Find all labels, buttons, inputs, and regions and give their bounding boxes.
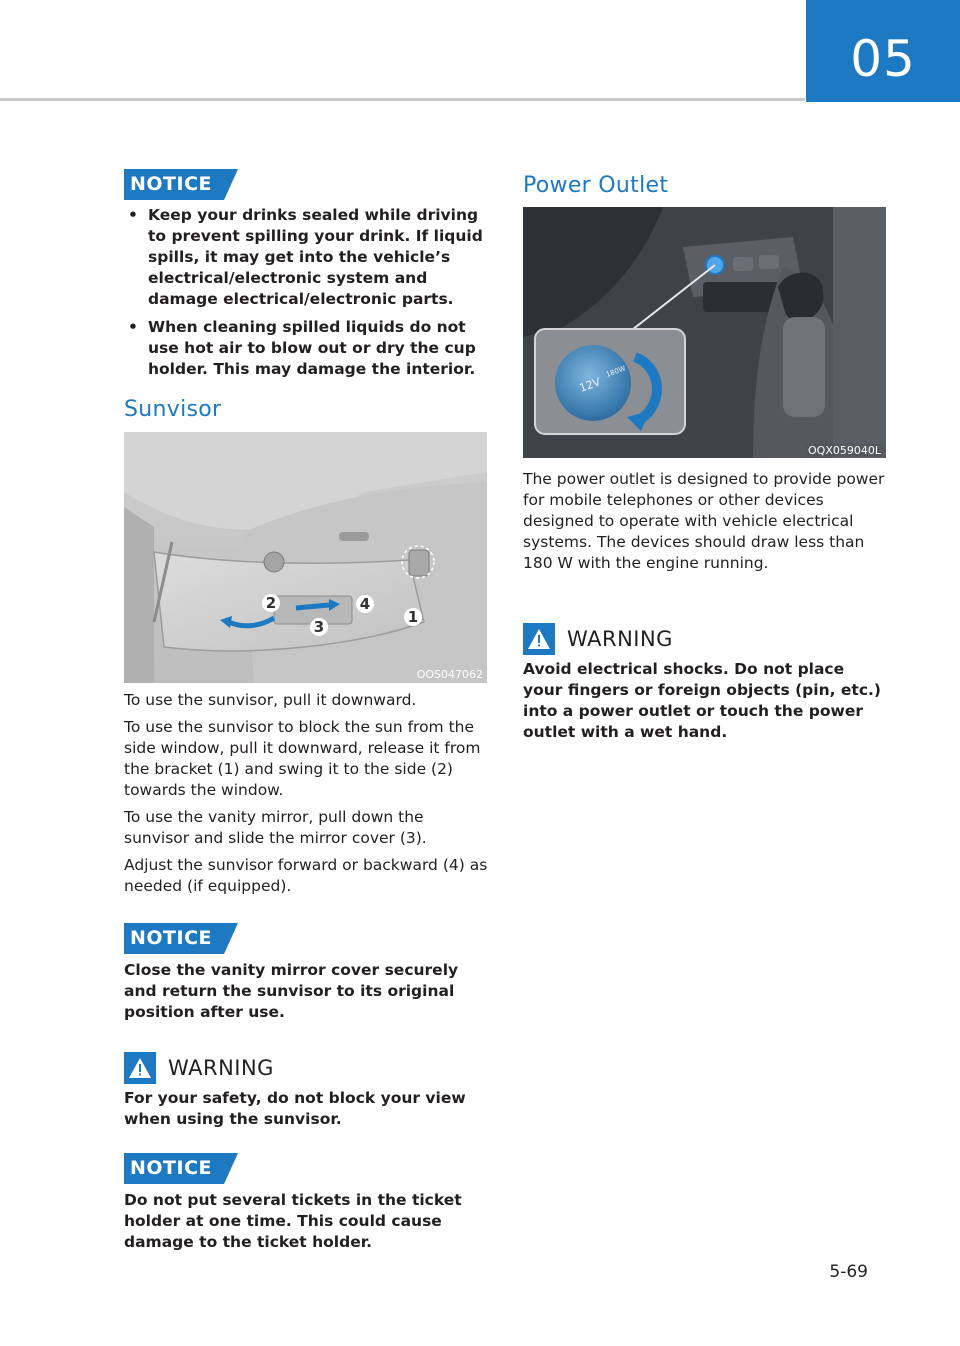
chapter-number: 05 [850, 30, 916, 88]
warning-label: WARNING [567, 627, 673, 651]
sunvisor-figure [124, 432, 487, 683]
warning-sunvisor-text: For your safety, do not block your view when using the sunvisor. [124, 1089, 466, 1128]
sunvisor-heading: Sunvisor [124, 397, 222, 422]
list-item: • Keep your drinks sealed while driving to prevent spilling your drink. If liquid spills, it may get into the vehicle’s electrical/electronic system and damage electrical/electronic parts. [124, 205, 488, 310]
paragraph: Adjust the sunvisor forward or backward (4) as needed (if equipped). [124, 856, 488, 895]
figure-code: OOS047062 [416, 668, 483, 681]
sunvisor-body [124, 690, 488, 897]
sunvisor-illustration [124, 432, 487, 683]
warning-heading-outlet [523, 623, 673, 655]
notice-mirror-text: Close the vanity mirror cover securely and return the sunvisor to its original position after use. [124, 961, 459, 1021]
notice-label-tickets: NOTICE [124, 1153, 224, 1184]
chapter-tab [806, 0, 960, 102]
power-outlet-body: The power outlet is designed to provide power for mobile telephones or other devices designed to operate with vehicle electrical systems. The devices should draw less than 180 W with the engine running. [523, 470, 885, 572]
warning-triangle-icon [523, 623, 555, 655]
callout-4: 4 [356, 595, 374, 613]
power-outlet-heading: Power Outlet [523, 173, 669, 198]
list-item: • When cleaning spilled liquids do not use hot air to blow out or dry the cup holder. This may damage the interior. [124, 317, 488, 380]
notice-drinks-list [124, 205, 488, 387]
cap-watt-label: 180W [604, 364, 627, 379]
paragraph: To use the vanity mirror, pull down the sunvisor and slide the mirror cover (3). [124, 808, 427, 847]
warning-heading-sunvisor [124, 1052, 274, 1084]
callout-3: 3 [310, 618, 328, 636]
notice-label-mirror: NOTICE [124, 923, 224, 954]
cap-voltage-label: 12V [577, 375, 603, 395]
paragraph: To use the sunvisor, pull it downward. [124, 691, 417, 709]
warning-label: WARNING [168, 1056, 274, 1080]
header-rule [0, 98, 805, 101]
power-outlet-illustration [523, 207, 886, 458]
callout-1: 1 [404, 608, 422, 626]
power-outlet-figure [523, 207, 886, 458]
paragraph: To use the sunvisor to block the sun from the side window, pull it downward, release it from the bracket (1) and swing it to the side (2) towards the window. [124, 718, 481, 799]
page-number: 5-69 [829, 1262, 868, 1282]
notice-label-drinks: NOTICE [124, 169, 224, 200]
figure-code: OQX059040L [808, 444, 881, 457]
warning-outlet-text: Avoid electrical shocks. Do not place your fingers or foreign objects (pin, etc.) into a power outlet or touch the power outlet with a wet hand. [523, 660, 881, 741]
callout-2: 2 [262, 594, 280, 612]
notice-tickets-text: Do not put several tickets in the ticket holder at one time. This could cause damage to the ticket holder. [124, 1191, 462, 1251]
warning-triangle-icon [124, 1052, 156, 1084]
